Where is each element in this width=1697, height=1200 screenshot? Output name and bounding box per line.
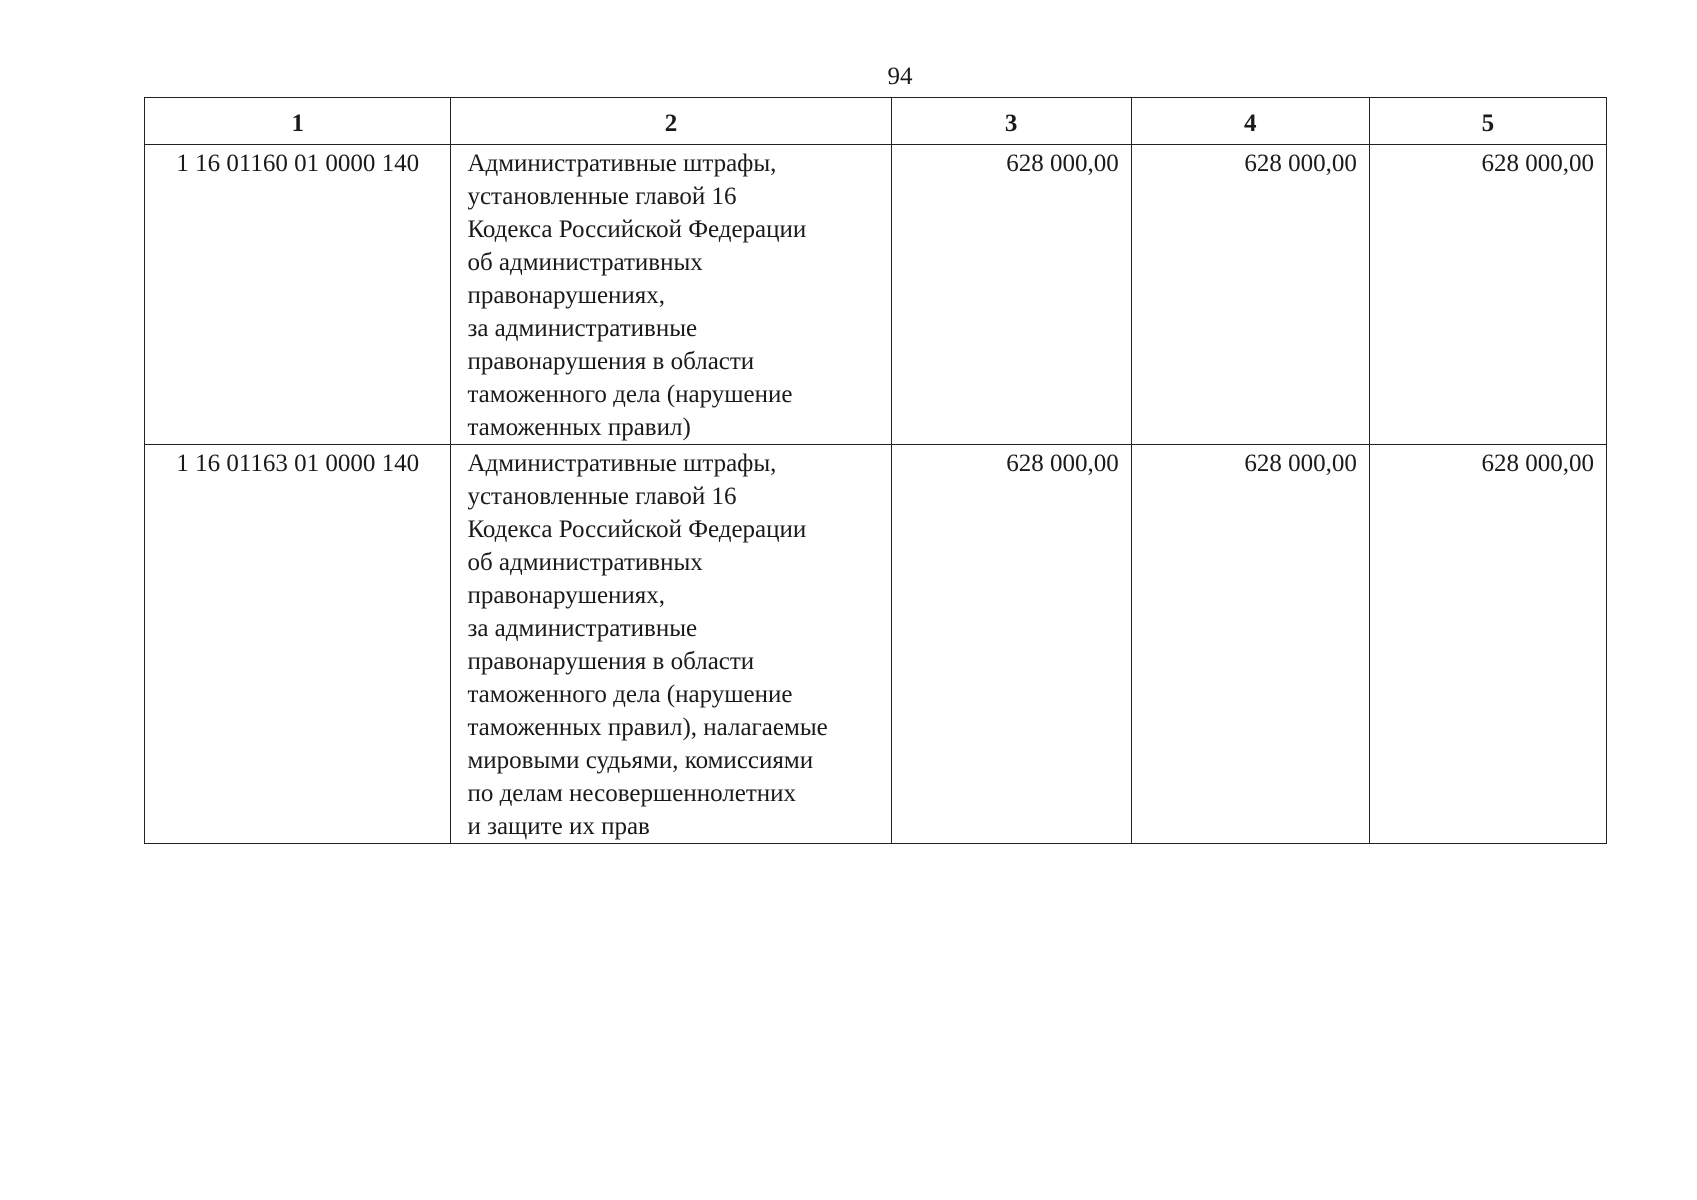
amount-column-3-cell: 628 000,00	[891, 145, 1131, 445]
amount-column-3-cell: 628 000,00	[891, 445, 1131, 844]
amount-column-4-cell: 628 000,00	[1131, 445, 1369, 844]
column-header-2: 2	[451, 98, 891, 145]
description-cell: Административные штрафы, установленные главой 16 Кодекса Российской Федерации об административных правонарушениях, за административные правонарушения в области таможенного дела (нарушение таможенных правил)	[451, 145, 891, 445]
page-number: 94	[887, 63, 913, 90]
table-row	[145, 145, 1607, 445]
revenue-table	[144, 97, 1607, 844]
table-header-row	[145, 98, 1607, 145]
description-cell: Административные штрафы, установленные главой 16 Кодекса Российской Федерации об административных правонарушениях, за административные правонарушения в области таможенного дела (нарушение таможенных правил), налагаемые мировыми судьями, комиссиями по делам несовершеннолетних и защите их прав	[451, 445, 891, 844]
amount-column-4-cell: 628 000,00	[1131, 145, 1369, 445]
column-header-1: 1	[145, 98, 451, 145]
column-header-4: 4	[1131, 98, 1369, 145]
column-header-5: 5	[1369, 98, 1606, 145]
budget-code-cell: 1 16 01163 01 0000 140	[145, 445, 451, 844]
amount-column-5-cell: 628 000,00	[1369, 145, 1606, 445]
column-header-3: 3	[891, 98, 1131, 145]
table-row	[145, 445, 1607, 844]
budget-code-cell: 1 16 01160 01 0000 140	[145, 145, 451, 445]
amount-column-5-cell: 628 000,00	[1369, 445, 1606, 844]
